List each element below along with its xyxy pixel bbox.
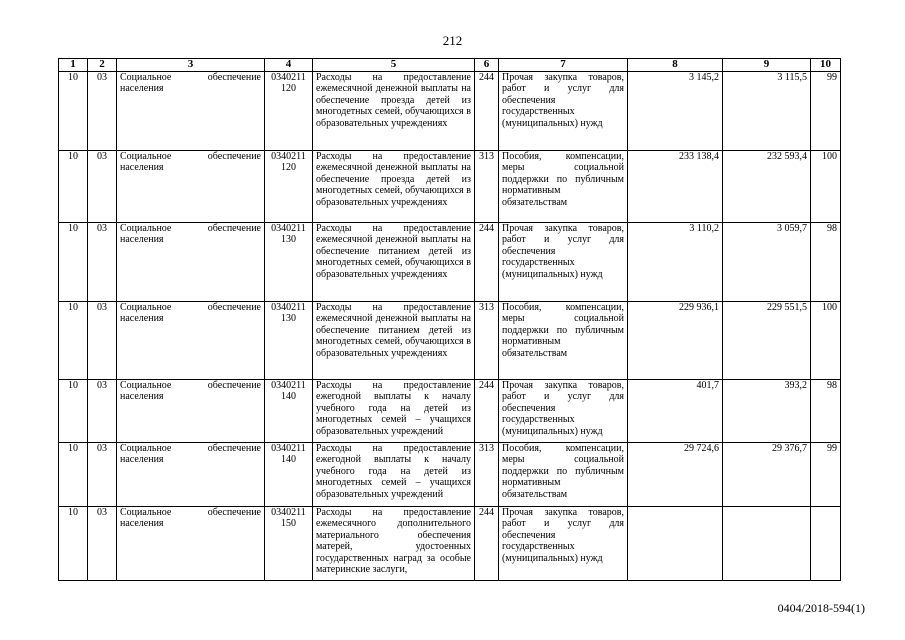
budget-table <box>58 58 841 581</box>
cell-expense-type: 244 <box>475 72 499 151</box>
cell-expense-name: Расходы на предоставление ежемесячной денежной выплаты на обеспечение проезда детей из многодетных семей, обучающихся в образовательных учреждениях <box>313 72 475 151</box>
table-row <box>59 151 841 223</box>
cell-section: 10 <box>59 302 88 380</box>
cell-target-code: 0340211 120 <box>265 72 313 151</box>
cell-target-code: 0340211 130 <box>265 223 313 302</box>
table-row <box>59 507 841 581</box>
cell-actual: 29 376,7 <box>723 443 811 507</box>
cell-percent: 99 <box>811 443 841 507</box>
cell-section: 10 <box>59 223 88 302</box>
table-row <box>59 223 841 302</box>
cell-actual: 393,2 <box>723 380 811 443</box>
cell-percent: 98 <box>811 223 841 302</box>
cell-expense-name: Расходы на предоставление ежемесячной денежной выплаты на обеспечение проезда детей из многодетных семей, обучающихся в образовательных учреждениях <box>313 151 475 223</box>
cell-section: 10 <box>59 443 88 507</box>
cell-plan: 233 138,4 <box>628 151 723 223</box>
cell-percent: 100 <box>811 151 841 223</box>
cell-subsection: 03 <box>88 223 117 302</box>
cell-section-name: Социальное обеспечение населения <box>117 443 265 507</box>
cell-section-name: Социальное обеспечение населения <box>117 380 265 443</box>
cell-expense-type: 244 <box>475 380 499 443</box>
cell-expense-name: Расходы на предоставление ежегодной выплаты к началу учебного года на детей из многодетных семей – учащихся образовательных учреждений <box>313 380 475 443</box>
col-header: 6 <box>475 59 499 72</box>
cell-expense-name: Расходы на предоставление ежемесячного дополнительного материального обеспечения матерей, удостоенных государственных наград за особые материнские заслуги, <box>313 507 475 581</box>
col-header: 7 <box>499 59 628 72</box>
cell-target-code: 0340211 150 <box>265 507 313 581</box>
cell-actual: 229 551,5 <box>723 302 811 380</box>
cell-target-code: 0340211 130 <box>265 302 313 380</box>
cell-expense-type-name: Пособия, компенсации, меры социальной поддержки по публичным нормативным обязательствам <box>499 302 628 380</box>
cell-expense-type: 313 <box>475 151 499 223</box>
cell-expense-type-name: Пособия, компенсации, меры социальной поддержки по публичным нормативным обязательствам <box>499 151 628 223</box>
cell-subsection: 03 <box>88 72 117 151</box>
cell-plan: 29 724,6 <box>628 443 723 507</box>
cell-plan <box>628 507 723 581</box>
cell-subsection: 03 <box>88 151 117 223</box>
table-row <box>59 380 841 443</box>
document-code: 0404/2018-594(1) <box>777 601 865 615</box>
cell-expense-type: 244 <box>475 507 499 581</box>
cell-section-name: Социальное обеспечение населения <box>117 151 265 223</box>
col-header: 8 <box>628 59 723 72</box>
cell-section: 10 <box>59 72 88 151</box>
cell-expense-type-name: Прочая закупка товаров, работ и услуг для обеспечения государственных (муниципальных) нужд <box>499 72 628 151</box>
col-header: 10 <box>811 59 841 72</box>
cell-expense-name: Расходы на предоставление ежегодной выплаты к началу учебного года на детей из многодетных семей – учащихся образовательных учреждений <box>313 443 475 507</box>
col-header: 1 <box>59 59 88 72</box>
col-header: 4 <box>265 59 313 72</box>
cell-expense-type: 244 <box>475 223 499 302</box>
table-row <box>59 443 841 507</box>
cell-subsection: 03 <box>88 380 117 443</box>
cell-percent <box>811 507 841 581</box>
cell-expense-type-name: Прочая закупка товаров, работ и услуг для обеспечения государственных (муниципальных) нужд <box>499 507 628 581</box>
cell-section-name: Социальное обеспечение населения <box>117 223 265 302</box>
cell-target-code: 0340211 140 <box>265 380 313 443</box>
cell-expense-type-name: Прочая закупка товаров, работ и услуг для обеспечения государственных (муниципальных) нужд <box>499 380 628 443</box>
cell-expense-name: Расходы на предоставление ежемесячной денежной выплаты на обеспечение питанием детей из многодетных семей, обучающихся в образовательных учреждениях <box>313 302 475 380</box>
page-number: 212 <box>442 33 463 48</box>
cell-target-code: 0340211 140 <box>265 443 313 507</box>
cell-actual <box>723 507 811 581</box>
cell-subsection: 03 <box>88 507 117 581</box>
cell-plan: 229 936,1 <box>628 302 723 380</box>
cell-subsection: 03 <box>88 302 117 380</box>
cell-percent: 100 <box>811 302 841 380</box>
cell-percent: 98 <box>811 380 841 443</box>
col-header: 2 <box>88 59 117 72</box>
cell-section: 10 <box>59 380 88 443</box>
cell-section-name: Социальное обеспечение населения <box>117 302 265 380</box>
cell-actual: 3 059,7 <box>723 223 811 302</box>
cell-expense-name: Расходы на предоставление ежемесячной денежной выплаты на обеспечение питанием детей из многодетных семей, обучающихся в образовательных учреждениях <box>313 223 475 302</box>
cell-plan: 401,7 <box>628 380 723 443</box>
cell-subsection: 03 <box>88 443 117 507</box>
cell-expense-type-name: Пособия, компенсации, меры социальной поддержки по публичным нормативным обязательствам <box>499 443 628 507</box>
table-row <box>59 302 841 380</box>
cell-expense-type-name: Прочая закупка товаров, работ и услуг для обеспечения государственных (муниципальных) нужд <box>499 223 628 302</box>
header-row <box>59 59 841 72</box>
cell-percent: 99 <box>811 72 841 151</box>
cell-expense-type: 313 <box>475 302 499 380</box>
col-header: 5 <box>313 59 475 72</box>
cell-section-name: Социальное обеспечение населения <box>117 72 265 151</box>
cell-expense-type: 313 <box>475 443 499 507</box>
cell-plan: 3 110,2 <box>628 223 723 302</box>
table-row <box>59 72 841 151</box>
cell-section-name: Социальное обеспечение населения <box>117 507 265 581</box>
cell-target-code: 0340211 120 <box>265 151 313 223</box>
col-header: 9 <box>723 59 811 72</box>
cell-actual: 232 593,4 <box>723 151 811 223</box>
cell-plan: 3 145,2 <box>628 72 723 151</box>
cell-actual: 3 115,5 <box>723 72 811 151</box>
cell-section: 10 <box>59 151 88 223</box>
cell-section: 10 <box>59 507 88 581</box>
col-header: 3 <box>117 59 265 72</box>
